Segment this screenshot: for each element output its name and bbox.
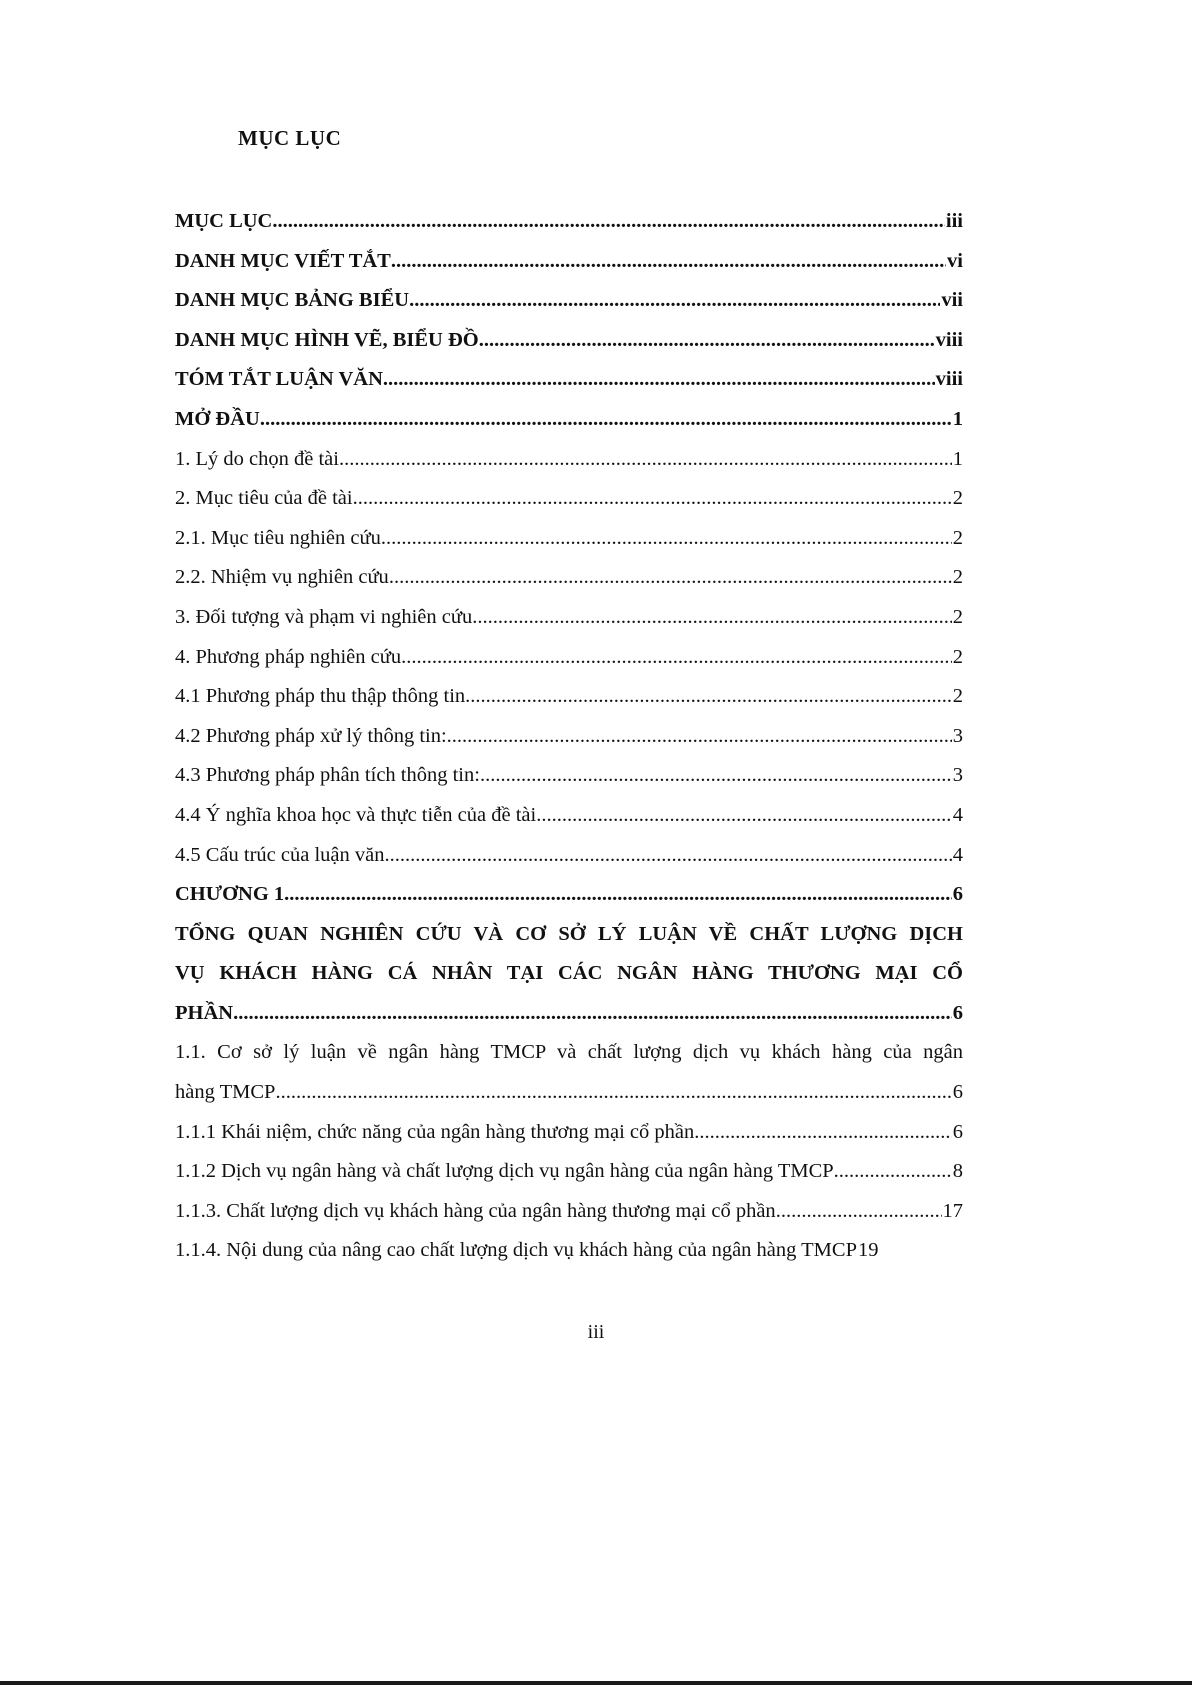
toc-entry-page: 6	[952, 1001, 963, 1024]
toc-entry-label: CHƯƠNG 1	[175, 883, 285, 906]
toc-entry-page: 8	[952, 1160, 963, 1183]
toc-leader-dots	[233, 994, 952, 1034]
toc-entry-cau-truc[interactable]	[175, 836, 963, 876]
toc-leader-dots	[383, 360, 935, 400]
toc-leader-dots	[536, 796, 952, 836]
toc-entry-danh-muc-viet-tat[interactable]	[175, 242, 963, 282]
toc-entry-muc-luc[interactable]	[175, 202, 963, 242]
toc-entry-y-nghia[interactable]	[175, 796, 963, 836]
toc-entry-label: 3. Đối tượng và phạm vi nghiên cứu	[175, 605, 473, 628]
toc-entry-xu-ly[interactable]	[175, 717, 963, 757]
bottom-edge-divider	[0, 1681, 1192, 1685]
toc-leader-dots	[834, 1152, 952, 1192]
toc-entry-page: 2	[952, 605, 963, 628]
toc-entry-page: iii	[945, 210, 963, 232]
toc-entry-phan-tich[interactable]	[175, 756, 963, 796]
toc-entry-page: 2	[952, 526, 963, 549]
toc-entry-page: vii	[941, 289, 963, 312]
toc-entry-mo-dau[interactable]	[175, 400, 963, 440]
toc-leader-dots	[465, 677, 952, 717]
toc-leader-dots	[275, 1073, 951, 1113]
toc-leader-dots	[389, 558, 952, 598]
toc-leader-dots	[272, 202, 945, 242]
toc-entry-page: 17	[942, 1199, 963, 1222]
toc-entry-label: 1.1.1 Khái niệm, chức năng của ngân hàng thương mại cổ phần	[175, 1120, 695, 1143]
toc-entry-label: PHẦN	[175, 1001, 234, 1024]
toc-entry-page: 2	[952, 566, 963, 589]
toc-entry-page: 1	[952, 407, 963, 430]
toc-entry-danh-muc-bang-bieu[interactable]	[175, 281, 963, 321]
toc-entry-ly-do[interactable]	[175, 440, 963, 480]
chapter-title-last-line	[175, 994, 963, 1034]
toc-entry-label: 2. Mục tiêu của đề tài	[175, 487, 353, 510]
toc-entry-label: 4.2 Phương pháp xử lý thông tin:	[175, 724, 447, 747]
toc-leader-dots	[401, 638, 952, 678]
chapter-title-line: VỤ KHÁCH HÀNG CÁ NHÂN TẠI CÁC NGÂN HÀNG THƯƠNG MẠI CỔ	[175, 962, 963, 985]
toc-leader-dots	[479, 321, 935, 361]
toc-entry-label: 1. Lý do chọn đề tài	[175, 447, 339, 470]
toc-leader-dots	[472, 598, 952, 638]
toc-entry-chuong-1[interactable]	[175, 875, 963, 915]
toc-entry-label: hàng TMCP	[175, 1081, 276, 1104]
section-title-last-line	[175, 1073, 963, 1113]
toc-entry-page: 2	[952, 487, 963, 510]
toc-entry-page: 3	[952, 724, 963, 747]
toc-entry-page: 19	[857, 1239, 879, 1262]
toc-entry-page: 4	[952, 843, 963, 866]
toc-leader-dots	[694, 1113, 952, 1153]
toc-entry-1-1-1[interactable]	[175, 1113, 963, 1153]
toc-entry-page: viii	[935, 368, 963, 391]
toc-entry-page: 1	[952, 447, 963, 470]
toc-leader-dots	[409, 281, 940, 321]
toc-entry-label: 1.1.3. Chất lượng dịch vụ khách hàng của ngân hàng thương mại cổ phần	[175, 1199, 776, 1222]
toc-entry-label: 2.2. Nhiệm vụ nghiên cứu	[175, 566, 389, 589]
toc-entry-label: DANH MỤC BẢNG BIỂU	[175, 289, 410, 312]
toc-entry-page: viii	[935, 328, 963, 351]
toc-leader-dots	[284, 875, 952, 915]
page-number: iii	[587, 1321, 605, 1343]
toc-entry-label: MỞ ĐẦU	[175, 407, 260, 430]
toc-entry-phuong-phap[interactable]	[175, 638, 963, 678]
toc-entry-label: 4.4 Ý nghĩa khoa học và thực tiễn của đề tài	[175, 803, 537, 826]
toc-entry-label: 4.3 Phương pháp phân tích thông tin:	[175, 764, 480, 787]
toc-entry-chapter-title[interactable]	[175, 915, 963, 1034]
toc-leader-dots	[776, 1192, 942, 1232]
toc-entry-section-1-1[interactable]	[175, 1033, 963, 1112]
toc-entry-danh-muc-hinh-ve[interactable]	[175, 321, 963, 361]
toc-entry-page: 2	[952, 685, 963, 708]
toc-entry-doi-tuong[interactable]	[175, 598, 963, 638]
toc-entry-label: DANH MỤC VIẾT TẮT	[175, 249, 391, 272]
section-title-line: 1.1. Cơ sở lý luận về ngân hàng TMCP và chất lượng dịch vụ khách hàng của ngân	[175, 1041, 963, 1064]
toc-entry-1-1-3[interactable]	[175, 1192, 963, 1232]
chapter-title-line: TỔNG QUAN NGHIÊN CỨU VÀ CƠ SỞ LÝ LUẬN VỀ CHẤT LƯỢNG DỊCH	[175, 922, 963, 945]
toc-entry-thu-thap[interactable]	[175, 677, 963, 717]
toc-entry-label: MỤC LỤC	[175, 210, 273, 232]
toc-leader-dots	[260, 400, 952, 440]
toc-entry-nhiem-vu[interactable]	[175, 558, 963, 598]
toc-entry-page: vi	[947, 249, 963, 272]
toc-leader-dots	[480, 756, 952, 796]
toc-leader-dots	[353, 479, 952, 519]
toc-entry-muc-tieu-nghien-cuu[interactable]	[175, 519, 963, 559]
toc-entry-1-1-2[interactable]	[175, 1152, 963, 1192]
page-title: MỤC LỤC	[238, 126, 342, 150]
toc-entry-label: 1.1.2 Dịch vụ ngân hàng và chất lượng dịch vụ ngân hàng của ngân hàng TMCP	[175, 1160, 834, 1183]
toc-leader-dots	[339, 440, 952, 480]
toc-leader-dots	[384, 836, 951, 876]
toc-entry-label: 1.1.4. Nội dung của nâng cao chất lượng dịch vụ khách hàng của ngân hàng TMCP	[175, 1239, 857, 1262]
toc-leader-dots	[447, 717, 952, 757]
toc-entry-page: 6	[952, 883, 963, 906]
toc-entry-page: 6	[952, 1120, 963, 1143]
toc-leader-dots	[391, 242, 946, 282]
toc-entry-1-1-4[interactable]	[175, 1231, 963, 1271]
toc-entry-label: 2.1. Mục tiêu nghiên cứu	[175, 526, 381, 549]
toc-entry-page: 3	[952, 764, 963, 787]
table-of-contents	[175, 202, 963, 1271]
toc-entry-label: 4. Phương pháp nghiên cứu	[175, 645, 402, 668]
toc-entry-muc-tieu[interactable]	[175, 479, 963, 519]
toc-entry-page: 4	[952, 803, 963, 826]
toc-entry-label: TÓM TẮT LUẬN VĂN	[175, 368, 383, 391]
toc-entry-tom-tat[interactable]	[175, 360, 963, 400]
toc-leader-dots	[381, 519, 952, 559]
toc-entry-page: 6	[952, 1081, 963, 1104]
toc-entry-label: DANH MỤC HÌNH VẼ, BIỂU ĐỒ	[175, 328, 479, 351]
toc-entry-page: 2	[952, 645, 963, 668]
toc-entry-label: 4.5 Cấu trúc của luận văn	[175, 843, 385, 866]
toc-entry-label: 4.1 Phương pháp thu thập thông tin	[175, 685, 466, 708]
